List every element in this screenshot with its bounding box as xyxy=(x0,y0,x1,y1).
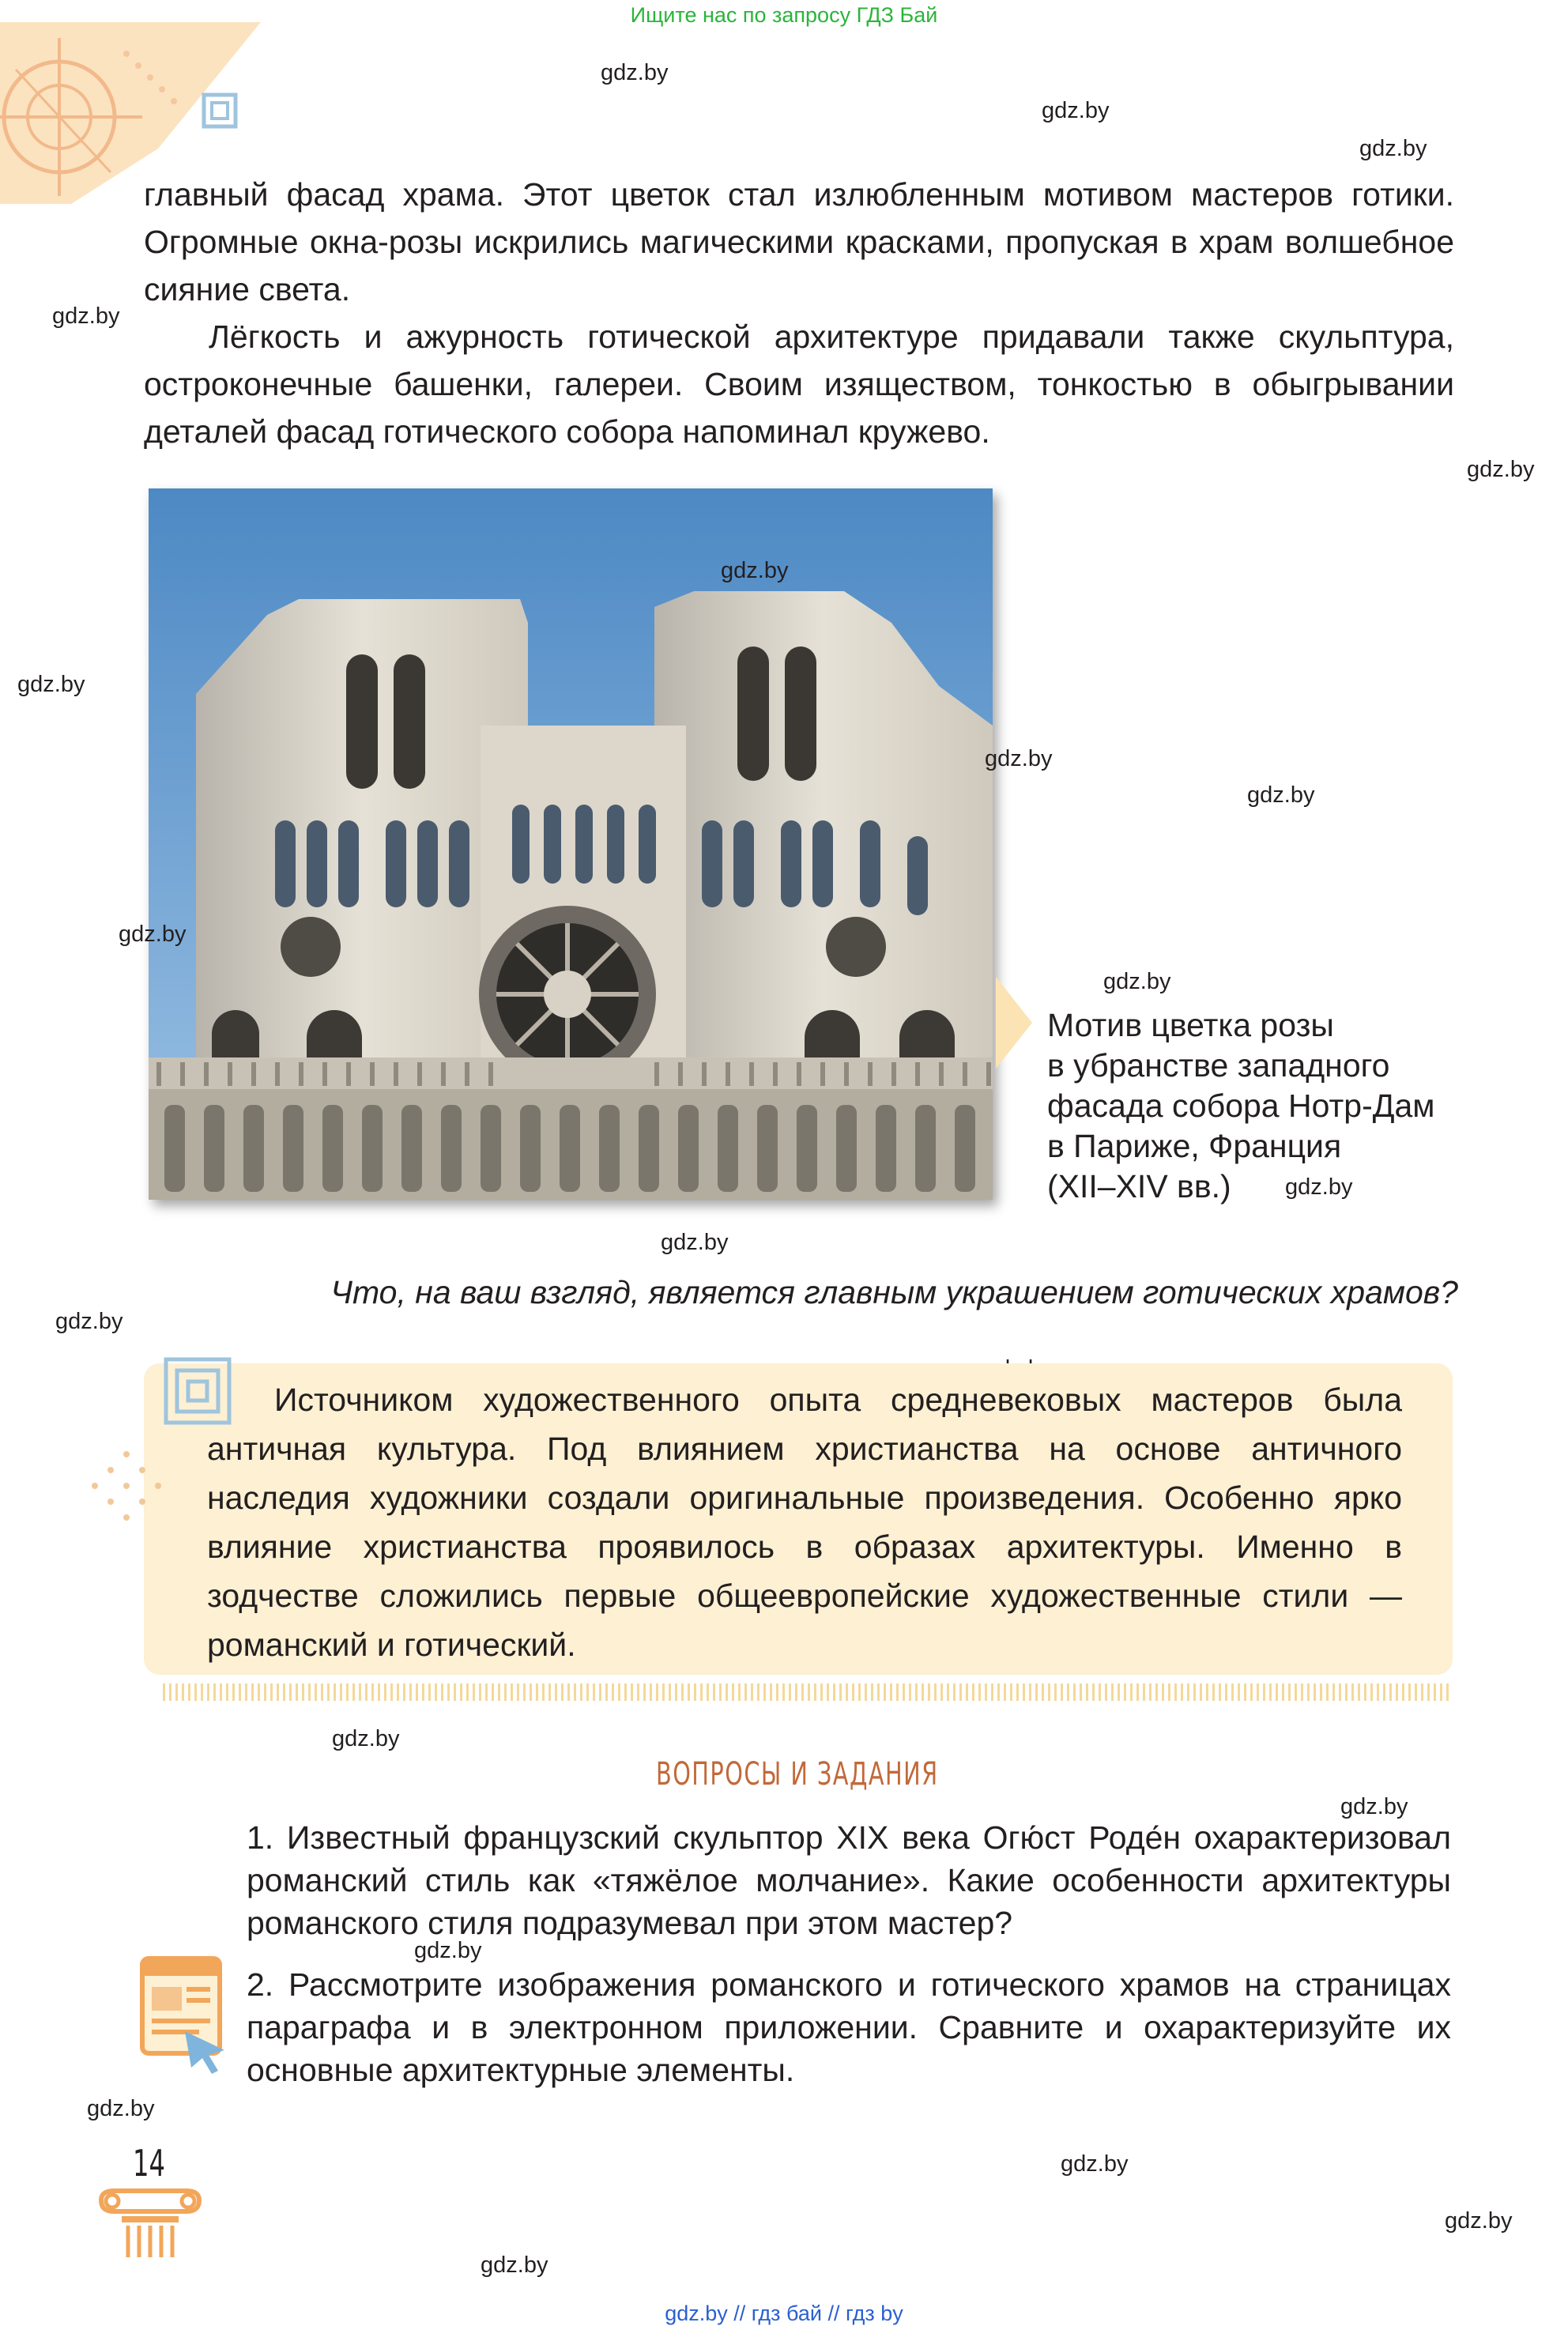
watermark: gdz.by xyxy=(661,1230,729,1255)
discussion-question: Что, на ваш взгляд, является главным украшением готических храмов? xyxy=(330,1274,1458,1310)
watermark: gdz.by xyxy=(1445,2208,1513,2234)
watermark: gdz.by xyxy=(481,2252,548,2278)
watermark: gdz.by xyxy=(721,558,789,583)
watermark: gdz.by xyxy=(414,1938,482,1963)
task-1: 1. Известный французский скульптор XIX века Огю́ст Роде́н охарактеризовал романский стиль как «тяжёлое молчание». Какие особенности архитектуры романского стиля подразумевал при этом мастер? xyxy=(247,1819,1451,1941)
watermark: gdz.by xyxy=(87,2096,155,2121)
watermark: gdz.by xyxy=(52,303,120,329)
footer-links: gdz.by // гдз бай // гдз by xyxy=(665,2301,903,2325)
watermark: gdz.by xyxy=(1061,2151,1129,2177)
caption-line: (XII–XIV вв.) xyxy=(1047,1168,1231,1204)
watermark: gdz.by xyxy=(1247,782,1315,808)
page-number: 14 xyxy=(133,2142,165,2185)
watermark: gdz.by xyxy=(119,922,187,947)
watermark: gdz.by xyxy=(1042,98,1110,123)
watermark: gdz.by xyxy=(332,1726,400,1751)
paragraph-rose-windows: главный фасад храма. Этот цветок стал излюбленным мотивом мастеров готики. Огромные окна-розы искрились магическими красками, пропуская в храм волшебное сияние света. xyxy=(144,176,1454,307)
info-box-stripe xyxy=(163,1683,1453,1701)
paragraph-lace-facade: Лёгкость и ажурность готической архитектуре придавали также скульптура, остроконечные башенки, галереи. Своим изяществом, тонкостью в обыгрывании деталей фасад готического собора напоминал кружево. xyxy=(144,319,1454,450)
watermark: gdz.by xyxy=(1103,969,1171,994)
watermark: gdz.by xyxy=(1467,457,1535,482)
section-title: ВОПРОСЫ И ЗАДАНИЯ xyxy=(656,1756,939,1793)
watermark: gdz.by xyxy=(1359,136,1427,161)
watermark: gdz.by xyxy=(17,672,85,697)
search-hint-banner: Ищите нас по запросу ГДЗ Бай xyxy=(630,3,938,27)
caption-pointer-arrow xyxy=(996,977,1032,1069)
watermark: gdz.by xyxy=(1285,1174,1353,1200)
info-text: Источником художественного опыта средневековых мастеров была античная культура. Под влиянием христианства на основе античного наследия художники создали оригинальные произведения. Особенно ярко влияние христианства проявилось в образах архитектуры. Именно в зодчестве сложились первые общеевропейские художественные стили — романский и готический. xyxy=(207,1382,1402,1663)
notre-dame-facade-photo xyxy=(149,488,993,1200)
watermark: gdz.by xyxy=(985,746,1053,771)
column-capital-icon xyxy=(95,2188,205,2260)
watermark: gdz.by xyxy=(601,60,669,85)
caption-line: Мотив цветка розы xyxy=(1047,1007,1334,1043)
task-2: 2. Рассмотрите изображения романского и готического храмов на страницах параграфа и в электронном приложении. Сравните и охарактеризуйте их основные архитектурные элементы. xyxy=(247,1966,1451,2088)
caption-line: фасада собора Нотр-Дам xyxy=(1047,1088,1435,1124)
watermark: gdz.by xyxy=(55,1309,123,1334)
electronic-appendix-icon xyxy=(136,1952,231,2079)
photo-caption xyxy=(1047,1005,1490,1207)
caption-line: в Париже, Франция xyxy=(1047,1128,1342,1164)
caption-line: в убранстве западного xyxy=(1047,1047,1390,1084)
watermark: gdz.by xyxy=(1340,1794,1408,1819)
